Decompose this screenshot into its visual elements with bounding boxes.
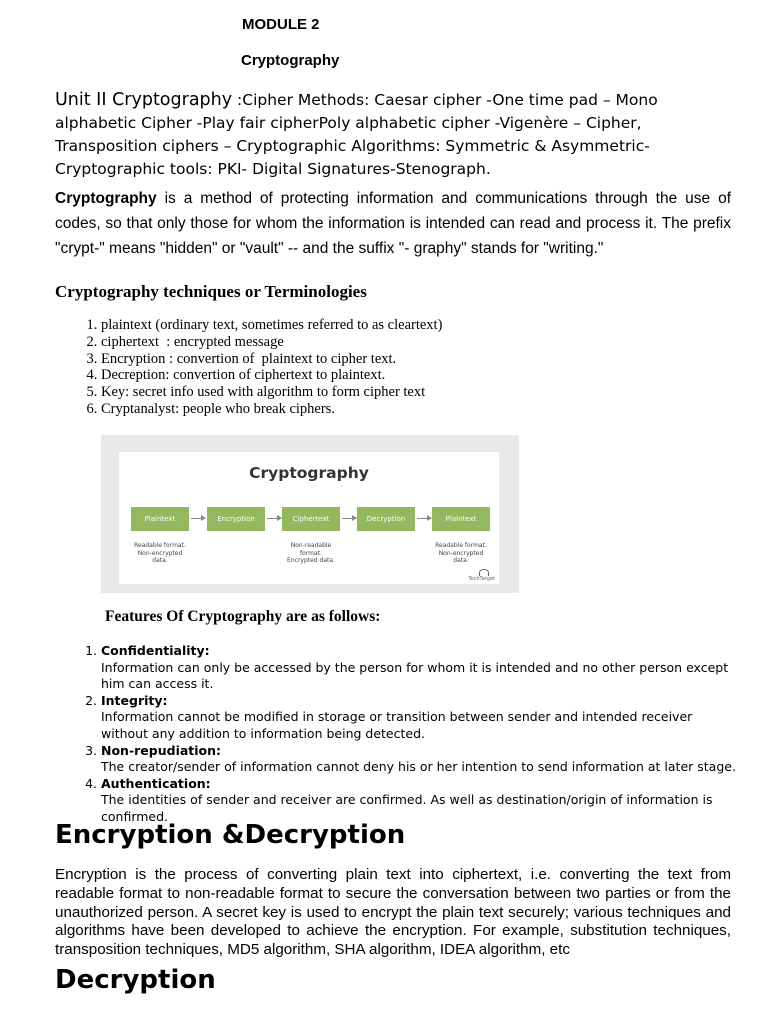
feature-title: 4. Authentication: [101, 775, 211, 791]
module-subtitle: Cryptography [241, 52, 340, 69]
box-encryption: Encryption [207, 507, 265, 531]
feature-text: The identities of sender and receiver are confirmed. As well as destination/origin of information is confirmed. [101, 792, 713, 824]
list-item [101, 693, 741, 743]
techniques-list [55, 317, 701, 418]
feature-text: The creator/sender of information cannot deny his or her intention to send information at later stage. [101, 759, 736, 775]
feature-text: Information can only be accessed by the person for whom it is intended and no other person except him can access it. [101, 659, 729, 692]
unit-text: :Cipher Methods: Caesar cipher -One time pad – Mono alphabetic Cipher -Play fair cipherPoly alphabetic cipher -Vigenère – Cipher, Transposition ciphers – Cryptographic Algorithms: Symmetric & Asymmetric- Cryptographic tools: PKI- Digital Signatures-Stenograph. [55, 91, 658, 178]
feature-title: 1. Confidentiality: [101, 643, 210, 658]
unit-heading: Unit II Cryptography [55, 90, 233, 110]
arrow-icon [267, 518, 281, 519]
cryptography-diagram [101, 435, 519, 593]
unit-description [55, 89, 735, 181]
list-item: 4. Decreption: convertion of ciphertext to plaintext. [101, 367, 701, 384]
list-item [101, 776, 741, 826]
diagram-title: Cryptography [249, 464, 369, 482]
encryption-heading: Encryption &Decryption [55, 820, 406, 850]
box-plaintext-out: Plaintext [432, 507, 490, 531]
features-list [55, 643, 741, 826]
caption-plaintext: Readable format. Non-encrypted data. [134, 542, 186, 564]
list-item: 6. Cryptanalyst: people who break ciphers. [101, 401, 701, 418]
list-item: 1. plaintext (ordinary text, sometimes referred to as cleartext) [101, 317, 701, 334]
list-item [101, 643, 741, 693]
diagram-card [119, 452, 499, 584]
intro-paragraph [55, 186, 731, 261]
arrow-icon [417, 518, 431, 519]
arrow-icon [342, 518, 356, 519]
features-heading: Features Of Cryptography are as follows: [105, 608, 381, 625]
list-item: 5. Key: secret info used with algorithm to form cipher text [101, 384, 701, 401]
techniques-heading: Cryptography techniques or Terminologies [55, 282, 367, 301]
techtarget-logo: TechTarget [468, 576, 495, 582]
list-item [101, 743, 741, 776]
decryption-heading: Decryption [55, 965, 216, 995]
intro-term: Cryptography [55, 190, 157, 207]
feature-title: 3. Non-repudiation: [101, 742, 222, 758]
encryption-paragraph: Encryption is the process of converting plain text into ciphertext, i.e. converting the text from readable format to non-readable format to secure the conversation between two parties or from the unauthorized person. A secret key is used to encrypt the plain text securely; various techniques and algorithms have been developed to achieve the encryption. For example, substitution techniques, transposition techniques, MD5 algorithm, SHA algorithm, IDEA algorithm, etc [55, 866, 731, 959]
caption-ciphertext: Non-readable format. Encrypted data. [287, 542, 335, 564]
box-ciphertext: Ciphertext [282, 507, 340, 531]
feature-title: 2. Integrity: [101, 692, 168, 708]
box-plaintext: Plaintext [131, 507, 189, 531]
arrow-icon [191, 518, 205, 519]
box-decryption: Decryption [357, 507, 415, 531]
feature-text: Information cannot be modified in storage or transition between sender and intended receiver without any addition to information being detected. [101, 709, 693, 741]
module-title: MODULE 2 [242, 16, 320, 33]
list-item: 3. Encryption : convertion of plaintext to cipher text. [101, 351, 701, 368]
techtarget-logo-icon [479, 569, 489, 576]
caption-plaintext-out: Readable format. Non-encrypted data. [435, 542, 487, 564]
list-item: 2. ciphertext : encrypted message [101, 334, 701, 351]
intro-text: is a method of protecting information and communications through the use of codes, so that only those for whom the information is intended can read and process it. The prefix "crypt-" means "hidden" or "vault" -- and the suffix "- graphy" stands for "writing." [55, 190, 731, 257]
